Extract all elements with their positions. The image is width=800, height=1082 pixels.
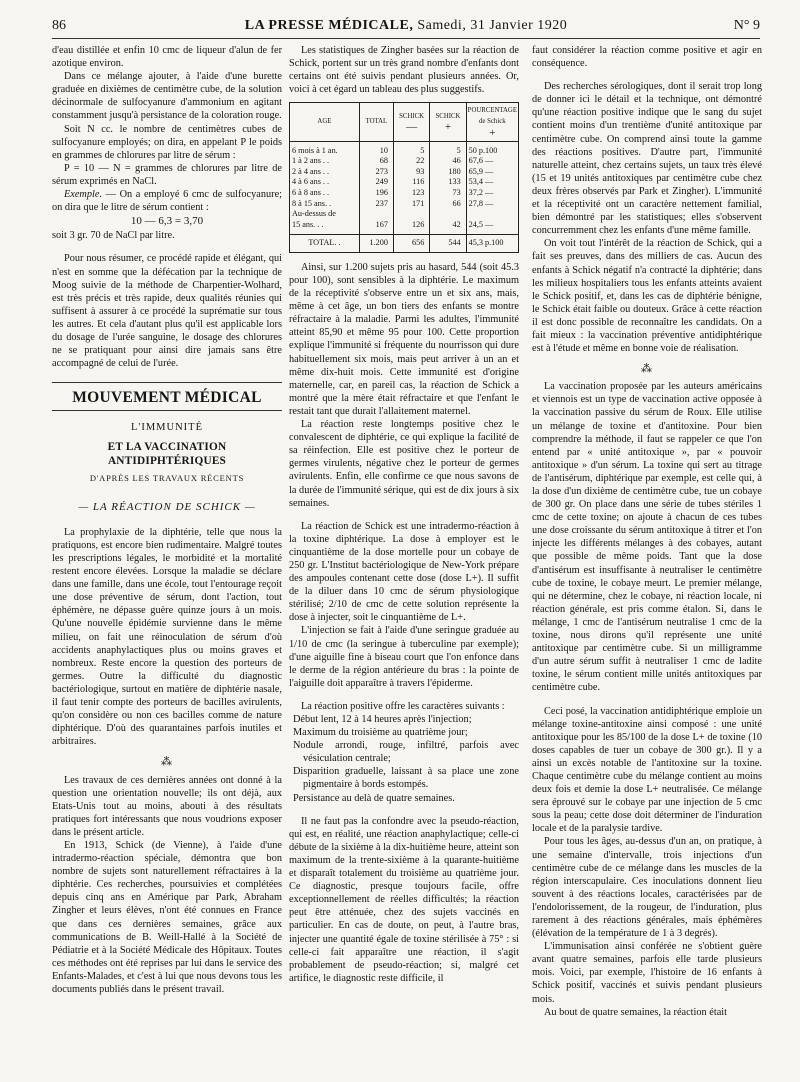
paragraph: La réaction reste longtemps positive chez le convalescent de diphtérie, ce qui explique la facilité de sa réinfection. Elle est positive chez le porteur de germes virulents, négative chez le porteur de germes avirulents. Enfin, elle confirme ce que nous savons de la durée de l'immunité sérique, qui est de dix jours à six semaines. (289, 419, 519, 509)
table-cell (393, 209, 429, 220)
paragraph: Au bout de quatre semaines, la réaction était (544, 1006, 727, 1018)
formula: 10 — 6,3 = 3,70 (130, 215, 204, 228)
table-cell: 116 (393, 177, 429, 188)
paragraph: Ainsi, sur 1.200 sujets pris au hasard, 544 (soit 45.3 pour 100), sont sensibles à la diphtérie. Le maximum de la réceptivité s'observe entre un et six ans, mais, même à cet âge, un bon tiers des enfants se montre réfractaire à la maladie. Parmi les adultes, l'immunité atteint 85,90 et même 95 pour 100. Cette proportion explique l'immunité si fréquente du nourrisson qui dure habituellement six mois, mais peut arriver à un an et même dix-huit mois. Cette immunité est d'origine maternelle, car, en pareil cas, la réaction de Schick a montré que la mère était réfractaire et que l'enfant le restait tant que durait l'allaitement maternel. (289, 261, 519, 417)
table-body (290, 141, 519, 252)
table-cell (430, 209, 466, 220)
example-paragraph (52, 188, 282, 214)
asterism: ⁂ (161, 756, 173, 769)
table-cell: 123 (393, 188, 429, 199)
table-cell: 73 (430, 188, 466, 199)
column-header-schick-positive: SCHICK + (430, 103, 466, 141)
table-cell: 5 (430, 141, 466, 156)
paragraph: Les travaux de ces dernières années ont donné à la question une orientation nouvelle; ils ont déjà, aux Etats-Unis tout au moins, abouti à des résultats pratiques fort intéressants que nous voudrions exposer dans le présent article. (52, 774, 282, 838)
formula: P = 10 — N = grammes de chlorures par litre de sérum exprimés en NaCl. (52, 162, 282, 187)
paragraph: soit 3 gr. 70 de NaCl par litre. (52, 230, 175, 242)
table-cell: 8 à 15 ans. . (290, 199, 360, 210)
column-1 (52, 44, 282, 996)
table-cell: 67,6 — (468, 156, 494, 166)
list-item: Disparition graduelle, laissant à sa place une zone pigmentaire à bords estompés. (293, 766, 519, 791)
table-row (290, 141, 519, 156)
example-label: Exemple. (64, 189, 103, 201)
table-cell (359, 209, 393, 220)
column-header-total: TOTAL (359, 103, 393, 141)
table-cell: 167 (359, 220, 393, 235)
schick-statistics-table (289, 102, 519, 253)
table-row (290, 209, 519, 220)
table-cell: 22 (393, 156, 429, 167)
section-title: MOUVEMENT MÉDICAL (72, 389, 262, 407)
table-cell: 10 (359, 141, 393, 156)
table-cell: Au-dessus de (290, 209, 360, 220)
paragraph: Ceci posé, la vaccination antidiphtérique emploie un mélange toxine-antitoxine ainsi composé : une unité antitoxique pour les 85/100 de la dose L+ de toxine (10 doses capables de tuer un cobaye de 300 gr.). Il y a ainsi un excès notable de l'antitoxine sur la toxine. Chaque centimètre cube du mélange contient au moins deux fois et demie la dose L+ neutralisée. Ce mélange sera éprouvé sur le cobaye par une injection de 5 cmc sous la peau; cette dose doit déterminer de l'induration locale et de la paralysie tardive. (532, 705, 762, 835)
plus-sign: + (489, 126, 496, 139)
table-cell: 24,5 — (468, 219, 494, 229)
table-cell: 27,8 — (468, 198, 494, 208)
asterism: ⁂ (641, 363, 653, 376)
list-item: Maximum du troisième au quatrième jour; (293, 727, 468, 739)
table-cell: 42 (430, 220, 466, 235)
article-title: ET LA VACCINATION ANTIDIPHTÉRIQUES (107, 441, 227, 467)
column-header-age: AGE (290, 103, 360, 141)
table-total-row (290, 235, 519, 253)
table-cell: 126 (393, 220, 429, 235)
table-cell: 249 (359, 177, 393, 188)
table-cell: 15 ans. . . (290, 220, 360, 235)
paragraph: Soit N cc. le nombre de centimètres cubes de sulfocyanure employés; on dira, en appelant P le poids en grammes de chlorures par litre de sérum : (52, 123, 282, 161)
paragraph: d'eau distillée et enfin 10 cmc de liqueur d'alun de fer azotique environ. (52, 45, 282, 70)
table-cell: 1 à 2 ans . . (290, 156, 360, 167)
article-section-heading: — LA RÉACTION DE SCHICK — (78, 500, 256, 513)
table-cell: 544 (430, 235, 466, 253)
section-divider (52, 410, 282, 411)
paragraph: En 1913, Schick (de Vienne), à l'aide d'une intradermo-réaction spéciale, démontra que bon nombre de sujets sont naturellement réfractaires à la diphtérie. Ces recherches, poursuivies et complétées depuis cinq ans en Amérique par Park, Abraham Zingher et leurs élèves, n'ont été connues en France que dans ces dernières semaines, grâce aux communications de B. Weill-Hallé à la Société de Pédiatrie et à la Société Médicale des Hôpitaux. Toutes ces méthodes ont été reprises par lui dans le service des Enfants-Malades, et c'est à lui que nous devons tous les documents publiés dans le présent travail. (52, 839, 282, 995)
table-row (290, 167, 519, 178)
journal-name: LA PRESSE MÉDICALE, (244, 18, 414, 33)
paragraph: La réaction de Schick est une intradermo-réaction à la toxine diphtérique. La dose à employer est le cinquantième de la dose mortelle pour un cobaye de 250 gr. L'Institut bactériologique de New-York prépare des ampoules contenant cette dose (dose L+). Il suffit de la diluer dans 10 cmc de sérum physiologique stérilisé; 2/10 de cmc de cette solution représente la dose à injecter, soit le cinquantième de L+. (289, 520, 519, 624)
plus-sign: + (444, 121, 452, 134)
paragraph: Pour tous les âges, au-dessus d'un an, on pratique, à une semaine d'intervalle, trois injections d'un centimètre cube de ce mélange dans les muscles de la région interscapulaire. Ces inoculations donnent lieu souvent à des réactions locales, caractérisées par de l'endolorissement, de la rougeur, de l'induration, plus rarement à des réactions générales, mais éphémères (élévation de la température de 1 à 3 degrés). (532, 836, 762, 940)
table-cell: 65,9 — (468, 166, 494, 176)
table-cell: 6 à 8 ans . . (290, 188, 360, 199)
table-cell: 46 (430, 156, 466, 167)
paragraph: On voit tout l'intérêt de la réaction de Schick, qui a fait ses preuves, dans des milliers de cas. Aucun des enfants à Schick négatif n'a contracté la diphtérie; dans les milieux hospitaliers tous les enfants atteints avaient le Schick positif, et, dans les cas de diphtérie bénigne, le Schick était faible ou douteux. Grâce à cette réaction il est donc possible de reconnaître les candidats. On a fait mieux : la vaccination préventive antidiphtérique est à l'étude et même en bonne voie de réalisation. (532, 238, 762, 355)
section-divider (52, 382, 282, 383)
table-cell: 68 (359, 156, 393, 167)
paragraph: Des recherches sérologiques, dont il serait trop long de donner ici le détail et la technique, ont démontré qu'une réaction positive indique que le sang du sujet contient moins d'un trentième d'unité antitoxique par centimètre cube. On comprend ainsi toute la gamme des réactions positives. D'autre part, l'immunité naturelle atteint, chez certains sujets, un taux très élevé (15 et 19 unités antitoxiques par centimètre cube chez deux frères observés par Park et Zingher). L'immunité et la réceptivité ont un caractère nettement familial, bien démontré par les statistiques; elles s'observent concurremment chez les enfants d'une même famille. (532, 81, 762, 237)
column-header-schick-negative: SCHICK — (393, 103, 429, 141)
paragraph: Les statistiques de Zingher basées sur la réaction de Schick, portent sur un très grand nombre d'enfants dont certains ont été suivis pendant plusieurs années. Or, voici à cet égard un tableau des plus suggestifs. (289, 45, 519, 96)
table-cell: 196 (359, 188, 393, 199)
paragraph: faut considérer la réaction comme positive et agir en conséquence. (532, 45, 762, 70)
table-cell: 93 (393, 167, 429, 178)
table-cell: 4 à 6 ans . . (290, 177, 360, 188)
table-row (290, 188, 519, 199)
table-cell: 180 (430, 167, 466, 178)
table-cell: 66 (430, 199, 466, 210)
issue-number: N° 9 (733, 18, 760, 33)
table-cell: 1.200 (359, 235, 393, 253)
paragraph: L'immunisation ainsi conférée ne s'obtient guère avant quatre semaines, parfois elle tarde plusieurs mois. Voici, par exemple, l'histoire de 16 enfants à Schick positif, vaccinés et suivis pendant plusieurs mois. (532, 941, 762, 1005)
issue-date: Samedi, 31 Janvier 1920 (417, 18, 568, 33)
table-cell: 171 (393, 199, 429, 210)
table-cell (466, 209, 518, 220)
page-header (52, 14, 760, 36)
header-rule (52, 38, 760, 39)
paragraph: La vaccination proposée par les auteurs américains et viennois est un type de vaccination active opposée à la vaccination passive du sérum de Roux. Elle utilise un mélange de toxine et d'antitoxine. Pour bien comprendre la méthode, il faut se rappeler ce que l'on entend par « unité antitoxique », par « pouvoir antitoxique » d'un sérum. La toxine qui sert au titrage de l'antisérum, diphtérique par exemple, est celle qui, à la dose d'un dixième de centimètre cube, tue un cobaye de 300 gr. On place dans une série de tubes stériles 1 cmc de cette toxine; on ajoute à chacun de ces tubes une dose croissante du sérum antitoxique à titrer et l'on injecte les différents mélanges à des cobayes, autant que possible de même poids. Tant que la dose d'antisérum est insuffisante à neutraliser le centimètre cube de toxine, le cobaye meurt. Le premier mélange, qui ne détermine, chez le cobaye, ni réaction locale, ni réaction générale, est pris comme étalon. Si, dans le mélange, 1 cmc de l'antisérum neutralise 1 cmc de la toxine, nous dirons qu'il représente une unité antitoxique par centimètre cube. Si un milligramme d'un autre sérum suffit à neutraliser 1 cmc de ladite toxine, le sérum contient mille unités antitoxiques par centimètre cube. (532, 381, 762, 694)
table-cell: 50 p.100 (468, 145, 498, 155)
example-text: — On a employé 6 cmc de sulfocyanure; on dira que le litre de sérum contient : (52, 189, 282, 214)
table-cell: 5 (393, 141, 429, 156)
table-row (290, 156, 519, 167)
table-cell: 656 (393, 235, 429, 253)
paragraph: Dans ce mélange ajouter, à l'aide d'une burette graduée en dixièmes de centimètre cube, de la solution décinormale de sulfocyanure d'ammonium en agitant constamment jusqu'à persistance de la coloration rouge. (52, 71, 282, 122)
table-cell: 2 à 4 ans . . (290, 167, 360, 178)
paragraph: Pour nous résumer, ce procédé rapide et élégant, qui n'est en somme que la défécation par la technique de Moog suivie de la méthode de Charpentier-Wolhard, est très précis et très rapide, deux qualités réunies qui suffisent à assurer à ce procédé la suprématie sur tous les autres. Et cela d'autant plus qu'il est applicable lors du dosage de l'urée sanguine, le dosage des chlorures ne se pratiquant pour ainsi dire jamais sans être accompagné de celui de l'urée. (52, 253, 282, 370)
table-cell: 237 (359, 199, 393, 210)
column-2 (289, 44, 519, 985)
list-item: Persistance au delà de quatre semaines. (293, 792, 455, 804)
table-row (290, 199, 519, 210)
paragraph: La réaction positive offre les caractères suivants : (301, 700, 505, 712)
table-row (290, 220, 519, 235)
page-number: 86 (52, 18, 66, 33)
table-cell: 133 (430, 177, 466, 188)
table-cell: 53,4 — (468, 177, 494, 187)
running-title (52, 18, 760, 34)
table-cell: 45,3 p.100 (466, 235, 518, 253)
list-item: Nodule arrondi, rouge, infiltré, parfois avec vésiculation centrale; (293, 740, 519, 765)
article-kicker: L'IMMUNITÉ (131, 422, 203, 434)
table-header-row (290, 103, 519, 141)
paragraph: L'injection se fait à l'aide d'une seringue graduée au 1/10 de cmc (la seringue à tuberculine par exemple); d'une aiguille fine à biseau court que l'on enfonce dans le derme de la région antérieure du bras : la pointe de l'aiguille doit apparaître à travers l'épiderme. (289, 625, 519, 689)
table-row (290, 177, 519, 188)
list-item: Début lent, 12 à 14 heures après l'injection; (293, 714, 472, 725)
table-cell: 6 mois à 1 an. (290, 141, 360, 156)
column-3 (532, 44, 762, 1019)
table-cell: 273 (359, 167, 393, 178)
column-header-percentage: POURCENTAGE de Schick + (466, 103, 518, 141)
minus-sign: — (406, 121, 418, 134)
paragraph: Il ne faut pas la confondre avec la pseudo-réaction, qui est, en réalité, une réaction anaphylactique; celle-ci débute de la sixième à la dix-huitième heure, atteint son maximum de la trente-sixième à la quarante-huitième et disparaît totalement du troisième au quatrième jour. Ce diagnostic, presque toujours facile, offre exceptionnellement de réelles difficultés; la réaction peut être atténuée, chez des sujets vaccinés en particulier. En cas de doute, on peut, à l'autre bras, injecter une quantité égale de toxine stérilisée à 75° : si celle-ci fait apparaître une réaction, il s'agit probablement de pseudo-réaction; si, malgré cet artifice, le diagnostic reste difficile, il (289, 815, 519, 984)
paragraph: La prophylaxie de la diphtérie, telle que nous la pratiquons, est encore bien rudimentaire. Malgré toutes les prescriptions légales, le morbidité et la mortalité restent encore élevées. Lorsque la maladie se déclare dans une famille, dans une école, tout l'entourage reçoit une dose préventive de sérum, dont l'action, tout éphémère, ne dépasse guère quinze jours à un mois. Qu'une nouvelle épidémie survienne dans le même milieu, on fait une réinoculation de sérum d'où accidents anaphylactiques plus ou moins graves et nombreux. Reste encore la question des porteurs de germes. Outre la difficulté du diagnostic bactériologique, surtout en matière de diphtérie nasale, il faut tenir compte des porteurs de bacilles avirulents, qu'on considère ou non ces bacilles comme de nature diphtérique. D'où des quarantaines parfois inutiles et arbitraires. (52, 526, 282, 748)
table-cell: 37,2 — (468, 187, 494, 197)
article-subtitle: D'APRÈS LES TRAVAUX RÉCENTS (89, 472, 245, 483)
table-cell: TOTAL. . (290, 235, 360, 253)
